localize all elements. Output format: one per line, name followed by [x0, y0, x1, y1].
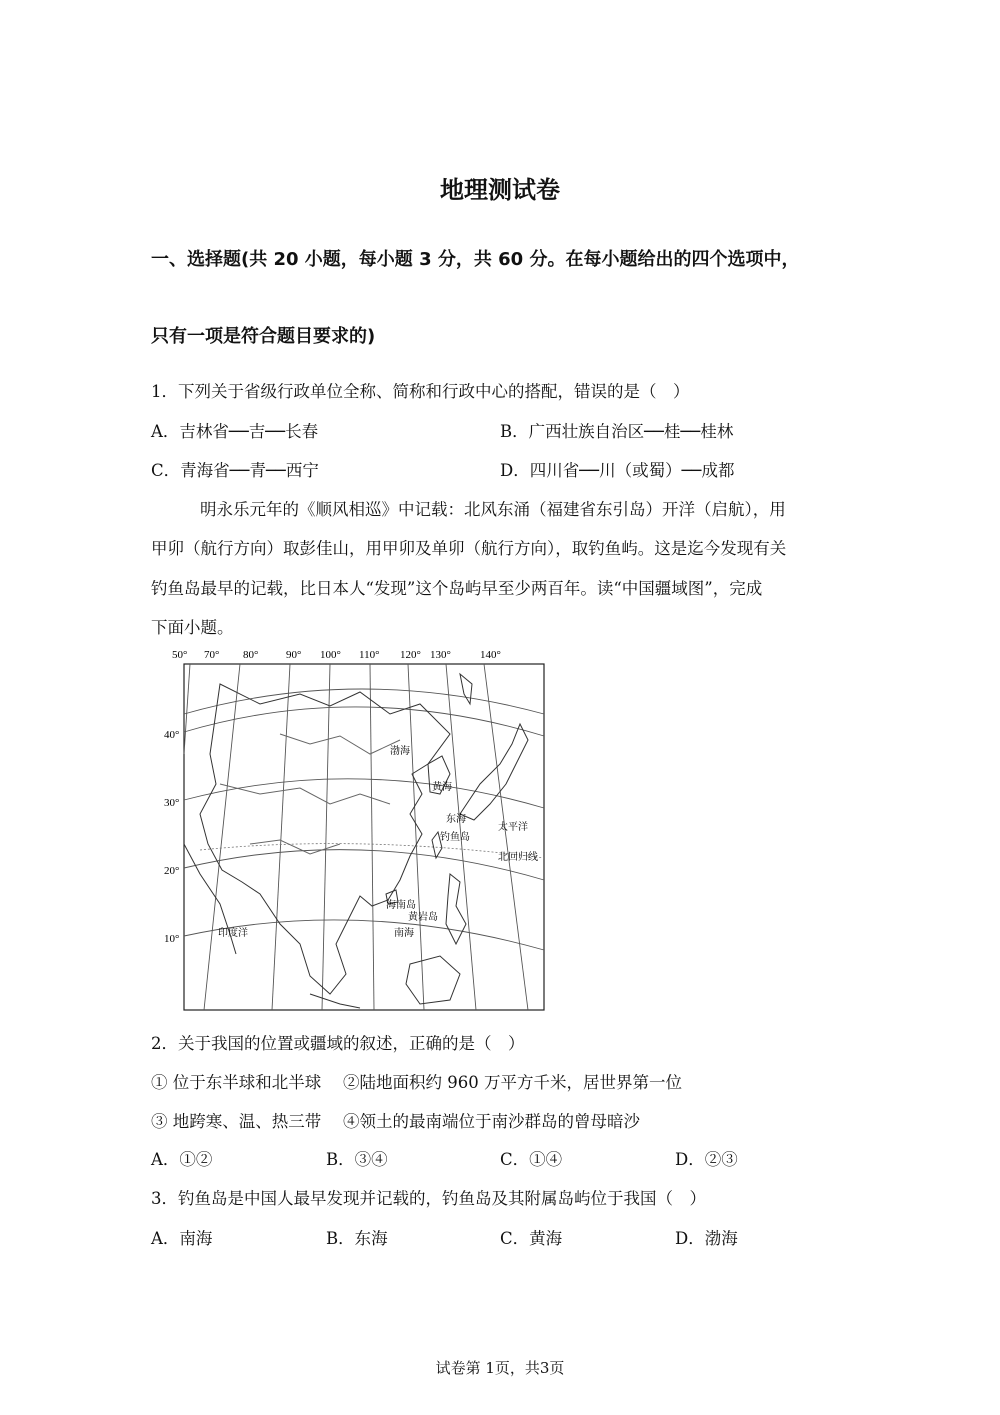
q3-option-d: D．渤海 [675, 1229, 738, 1248]
section-heading-line2: 只有一项是符合题目要求的) [151, 326, 376, 347]
q3-option-c: C．黄海 [500, 1229, 563, 1248]
lon-label-110: 110° [359, 649, 380, 661]
label-donghai: 东海 [446, 814, 466, 825]
lon-label-100: 100° [320, 649, 341, 661]
lon-label-70: 70° [204, 649, 220, 661]
label-huanghai: 黄海 [432, 782, 452, 793]
lon-label-140: 140° [480, 649, 501, 661]
label-taipingyang: 太平洋 [498, 822, 528, 833]
label-beihuiguixian: 北回归线 [498, 852, 538, 863]
q1-option-b: B．广西壮族自治区──桂──桂林 [500, 422, 734, 441]
lon-label-50: 50° [172, 649, 188, 661]
q2-statement-2: ③ 地跨寒、温、热三带 ④领土的最南端位于南沙群岛的曾母暗沙 [151, 1112, 640, 1131]
q2-option-c: C．①④ [500, 1150, 563, 1169]
q2-option-b: B．③④ [326, 1150, 388, 1169]
q2-statement-1: ① 位于东半球和北半球 ②陆地面积约 960 万平方千米，居世界第一位 [151, 1073, 682, 1092]
map-svg [160, 644, 546, 1014]
page-title: 地理测试卷 [440, 176, 560, 204]
lon-label-130: 130° [430, 649, 451, 661]
lon-label-80: 80° [243, 649, 259, 661]
lon-label-90: 90° [286, 649, 302, 661]
label-yinduyang: 印度洋 [218, 928, 248, 939]
label-diaoyudao: 钓鱼岛 [440, 832, 470, 843]
passage-line-4: 下面小题。 [151, 618, 234, 637]
q1-option-d: D．四川省──川（或蜀）──成都 [500, 461, 735, 480]
q2-option-d: D．②③ [675, 1150, 738, 1169]
lon-label-120: 120° [400, 649, 421, 661]
passage-line-2: 甲卯（航行方向）取彭佳山，用甲卯及单卯（航行方向），取钓鱼屿。这是迄今发现有关 [151, 539, 787, 558]
q1-stem: 1．下列关于省级行政单位全称、简称和行政中心的搭配，错误的是（ ） [151, 382, 690, 401]
passage-line-1: 明永乐元年的《顺风相巡》中记载：北风东涌（福建省东引岛）开洋（启航），用 [200, 500, 786, 519]
page-footer: 试卷第 1页，共3页 [435, 1359, 565, 1377]
q1-option-c: C．青海省──青──西宁 [151, 461, 319, 480]
label-bohai: 渤海 [390, 746, 410, 757]
lat-label-30: 30° [164, 797, 180, 809]
section-heading-line1: 一、选择题(共 20 小题，每小题 3 分，共 60 分。在每小题给出的四个选项中， [151, 249, 800, 270]
label-huangyandao: 黄岩岛 [408, 912, 438, 923]
china-territory-map [160, 644, 546, 1014]
map-frame [184, 664, 544, 1010]
q2-stem: 2．关于我国的位置或疆域的叙述，正确的是（ ） [151, 1034, 525, 1053]
q3-option-b: B．东海 [326, 1229, 388, 1248]
q2-option-a: A．①② [151, 1150, 213, 1169]
q3-option-a: A．南海 [151, 1229, 213, 1248]
label-hainandao: 海南岛 [386, 900, 416, 911]
lat-label-40: 40° [164, 729, 180, 741]
passage-line-3: 钓鱼岛最早的记载，比日本人“发现”这个岛屿早至少两百年。读“中国疆域图”，完成 [151, 579, 763, 598]
label-nanhai: 南海 [394, 928, 414, 939]
lat-label-10: 10° [164, 933, 180, 945]
q1-option-a: A．吉林省──吉──长春 [151, 422, 319, 441]
lat-label-20: 20° [164, 865, 180, 877]
q3-stem: 3．钓鱼岛是中国人最早发现并记载的，钓鱼岛及其附属岛屿位于我国（ ） [151, 1189, 706, 1208]
